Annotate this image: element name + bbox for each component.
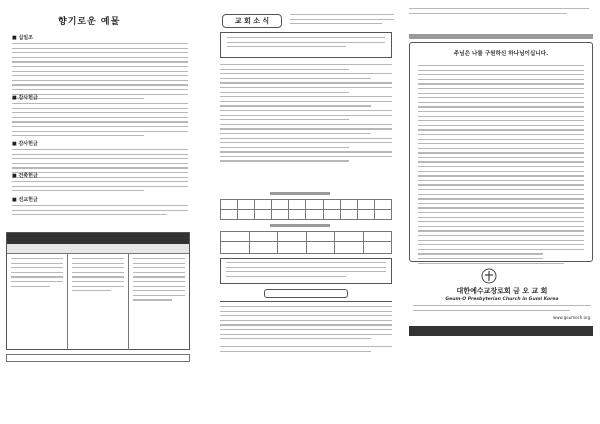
text-block [12,43,188,103]
footer-bar [6,354,190,362]
text-block [12,103,188,140]
news-header-title: 교 회 소 식 [234,17,270,25]
text-block [12,205,188,219]
staff-title-divider [220,301,392,302]
staff-directory [220,306,392,343]
right-header-info [409,8,589,17]
officer-table [220,199,392,220]
schedule-table [6,232,190,350]
table-caption [270,224,330,227]
section-label: ■ 십일조 [12,35,33,41]
section-label: ■ 선교헌금 [12,197,38,203]
church-name-en: Geum-O Presbyterian Church in Gumi Korea [445,297,559,302]
news-list [220,64,392,165]
schedule-columns [7,254,189,350]
church-logo [481,268,497,284]
middle-footer [220,346,392,355]
verse-title: 주님은 나를 구원하신 하나님이십니다. [453,51,549,57]
section-label: ■ 감사헌금 [12,141,38,147]
section-label: ■ 감사헌금 [12,95,38,101]
website-link[interactable]: www.geumoch.org [553,315,591,320]
announcement-box [220,32,392,58]
section-label: ■ 건축헌금 [12,173,38,179]
left-panel [0,0,196,424]
theme-bar [409,34,593,39]
table-caption [270,192,330,195]
middle-panel [200,0,400,424]
schedule-banner [7,233,189,244]
text-block [12,181,188,195]
church-logo-icon [481,268,497,284]
news-header [222,14,282,28]
church-name: 대한예수교장로회 금 오 교 회 [456,287,548,295]
weekly-table [220,231,392,254]
right-panel [403,0,600,424]
slogan-banner [409,326,593,336]
left-panel-title: 향기로운 예물 [58,17,121,27]
scripture-box [409,42,593,262]
header-notes [290,14,394,28]
church-address [413,305,591,314]
schedule-subheader [7,244,189,254]
notes-box [220,258,392,284]
staff-title-box [264,289,348,298]
